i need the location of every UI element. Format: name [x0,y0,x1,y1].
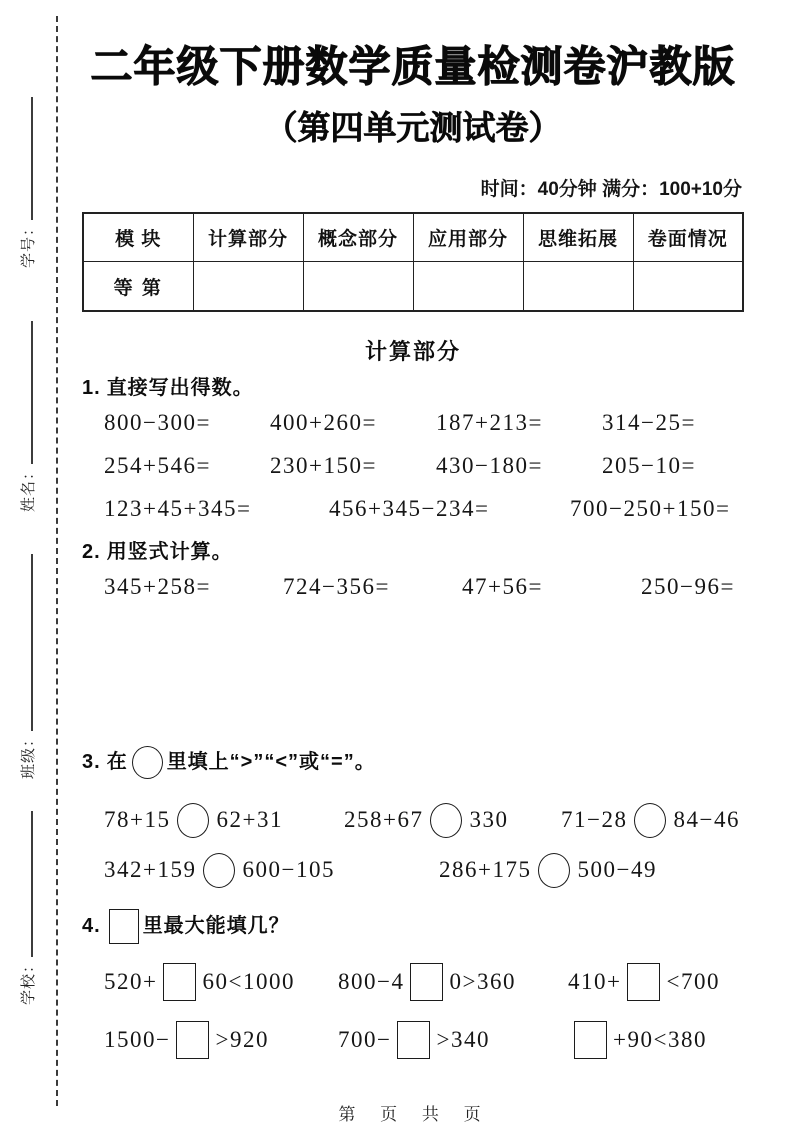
right-expression: 600−105 [242,857,335,882]
score-table-header-row [83,213,743,262]
student-name-blank-line [31,321,33,464]
fill-box-item [568,1018,707,1062]
page-subtitle: （第四单元测试卷） [264,109,562,146]
comparison-item [104,800,344,840]
fill-box-item [568,960,720,1004]
left-expression: 71−28 [561,807,628,832]
score-header-module: 模 块 [83,213,193,262]
student-field-name [17,309,41,512]
expression-before-box: 520+ [104,969,158,994]
question-3-number: 3. [82,751,101,773]
q4-row-1 [82,960,744,1004]
math-expression: 724−356= [283,574,390,599]
grade-cell [193,262,303,312]
math-expression: 250−96= [641,574,735,599]
score-header-calculation: 计算部分 [193,213,303,262]
q1-row-1 [82,408,744,438]
question-2-label [82,538,744,566]
question-1-problems [82,408,744,524]
expression-after-box: +90<380 [613,1027,707,1052]
student-id-label: 学号： [20,219,37,268]
math-expression: 187+213= [436,410,543,435]
math-expression: 205−10= [602,453,696,478]
expression-after-box: <700 [666,969,720,994]
comparison-item [561,800,740,840]
grade-row-label: 等 第 [83,262,193,312]
answer-circle [430,803,462,838]
answer-box-icon [109,909,139,944]
math-expression: 456+345−234= [329,496,490,521]
right-expression: 84−46 [673,807,740,832]
question-4-label [82,906,744,946]
math-expression: 230+150= [270,453,377,478]
left-expression: 258+67 [344,807,424,832]
question-2-text: 用竖式计算。 [106,541,233,563]
question-2-number: 2. [82,541,101,563]
comparison-item [104,850,439,890]
score-table [82,212,744,312]
score-header-application: 应用部分 [413,213,523,262]
fill-box-item [338,1018,568,1062]
expression-before-box: 700− [338,1027,392,1052]
score-table-grade-row [83,262,743,312]
math-expression: 314−25= [602,410,696,435]
expression-before-box: 1500− [104,1027,171,1052]
left-expression: 342+159 [104,857,197,882]
expression-before-box: 410+ [568,969,622,994]
question-4-number: 4. [82,915,101,937]
right-expression: 500−49 [577,857,657,882]
score-header-presentation: 卷面情况 [633,213,743,262]
expression-after-box: 60<1000 [202,969,295,994]
question-1-label [82,374,744,402]
answer-box [574,1021,607,1059]
expression-after-box: >340 [436,1027,490,1052]
section-title: 计算部分 [364,339,461,364]
question-1-number: 1. [82,377,101,399]
math-expression: 800−300= [104,410,211,435]
q4-row-2 [82,1018,744,1062]
student-name-label: 姓名： [20,463,37,512]
score-header-concept: 概念部分 [303,213,413,262]
grade-cell [303,262,413,312]
answer-box [410,963,443,1001]
math-expression: 123+45+345= [104,496,252,521]
student-school-blank-line [31,811,33,957]
math-expression: 345+258= [104,574,211,599]
question-3-text-post: 里填上“>”“<”或“=”。 [166,751,376,773]
student-class-blank-line [31,554,33,731]
student-field-school [17,799,41,1005]
student-field-id [17,85,41,268]
answer-circle [634,803,666,838]
answer-box [176,1021,209,1059]
expression-before-box: 800−4 [338,969,405,994]
student-field-class [17,542,41,779]
dashed-cut-line [56,16,58,1106]
math-expression: 400+260= [270,410,377,435]
q1-row-2 [82,451,744,481]
paper-content [82,0,744,1125]
math-expression: 430−180= [436,453,543,478]
answer-box [163,963,196,1001]
answer-circle [177,803,209,838]
grade-cell [413,262,523,312]
page-title: 二年级下册数学质量检测卷沪教版 [90,43,736,90]
comparison-item [439,850,657,890]
left-expression: 286+175 [439,857,532,882]
student-id-blank-line [31,97,33,220]
grade-cell [633,262,743,312]
question-2-problems [82,572,744,602]
question-1-text: 直接写出得数。 [106,377,254,399]
answer-circle [538,853,570,888]
answer-circle [203,853,235,888]
expression-after-box: >920 [215,1027,269,1052]
page-footer: 第 页 共 页 [338,1105,488,1124]
q3-row-2 [82,850,744,890]
question-3-label [82,742,744,782]
fill-box-item [338,960,568,1004]
right-expression: 330 [469,807,509,832]
math-expression: 254+546= [104,453,211,478]
q2-row-1 [82,572,744,602]
grade-cell [523,262,633,312]
time-score-info: 时间：40分钟 满分：100+10分 [480,179,742,200]
q3-row-1 [82,800,744,840]
answer-box [627,963,660,1001]
left-expression: 78+15 [104,807,171,832]
answer-circle-icon [132,746,163,779]
student-school-label: 学校： [20,956,37,1005]
comparison-item [344,800,561,840]
question-3-text-pre: 在 [106,751,128,773]
student-class-label: 班级： [20,730,37,779]
math-expression: 47+56= [462,574,543,599]
expression-after-box: 0>360 [449,969,516,994]
fill-box-item [104,1018,338,1062]
question-4-text-post: 里最大能填几？ [142,915,290,937]
fill-box-item [104,960,338,1004]
q1-row-3 [82,494,744,524]
score-header-thinking: 思维拓展 [523,213,633,262]
right-expression: 62+31 [216,807,283,832]
answer-box [397,1021,430,1059]
math-expression: 700−250+150= [570,496,731,521]
